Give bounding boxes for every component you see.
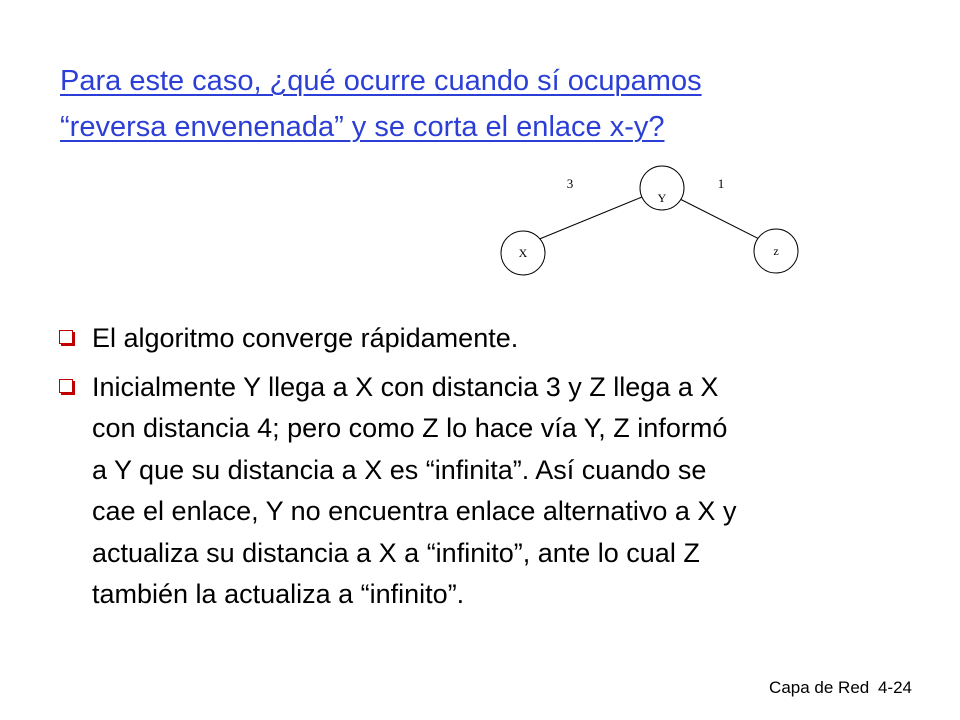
checkbox-bullet-icon	[59, 379, 73, 393]
bullet-2-line-1: Inicialmente Y llega a X con distancia 3 y Z llega a X	[92, 371, 719, 402]
footer-section: Capa de Red	[769, 678, 870, 697]
bullet-list	[58, 318, 938, 623]
footer-page-number: 4-24	[877, 678, 912, 697]
checkbox-bullet-icon	[59, 330, 73, 344]
slide-title-line-1: Para este caso, ¿qué ocurre cuando sí ocupamos	[60, 65, 702, 97]
network-diagram	[490, 160, 820, 280]
bullet-2-line-3: a Y que su distancia a X es “infinita”. Así cuando se	[92, 454, 707, 485]
node-z-label: z	[773, 244, 779, 258]
bullet-2-line-2: con distancia 4; pero como Z lo hace vía Y, Z informó	[92, 413, 728, 443]
edge-y-z-cost: 1	[717, 176, 725, 191]
bullet-2-line-5: actualiza su distancia a X a “infinito”, ante lo cual Z	[92, 537, 700, 568]
edge-x-y-cost: 3	[566, 176, 574, 191]
node-x-label: X	[518, 246, 528, 260]
bullet-2-line-6: también la actualiza a “infinito”.	[92, 579, 465, 609]
slide-footer	[765, 678, 912, 698]
slide-title	[60, 58, 860, 150]
bullet-2-line-4: cae el enlace, Y no encuentra enlace alternativo a X y	[92, 496, 737, 526]
slide-title-line-2: “reversa envenenada” y se corta el enlace x-y?	[60, 111, 665, 143]
network-diagram-svg	[490, 160, 820, 280]
node-y-label: Y	[657, 191, 667, 205]
bullet-item-1	[58, 318, 938, 360]
bullet-1-line-1: El algoritmo converge rápidamente.	[92, 323, 519, 353]
bullet-item-2	[58, 367, 938, 616]
